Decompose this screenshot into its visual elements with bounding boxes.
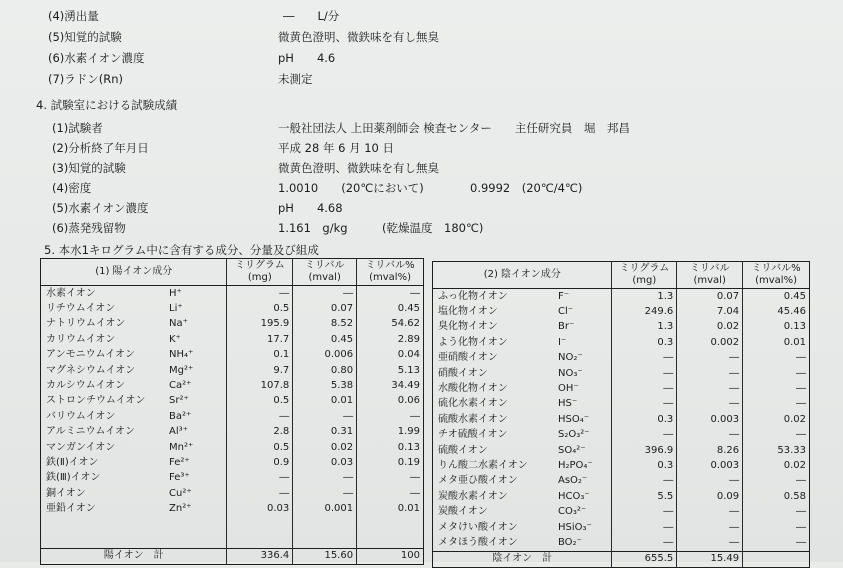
anion-pct-cell: ― (743, 535, 810, 551)
cation-mval-cell: ― (293, 286, 357, 302)
cation-ion-cell (41, 455, 227, 470)
cation-mval-cell: 0.006 (293, 348, 357, 363)
anion-ion-name: メタけい酸イオン (438, 521, 518, 533)
cation-ion-cell (41, 394, 227, 409)
anion-mg-cell: 0.3 (612, 335, 677, 350)
cation-mg-cell: 0.03 (227, 501, 293, 516)
anion-mval-cell: ― (677, 428, 743, 443)
anion-pct-cell: ― (743, 397, 810, 412)
anion-header-pct: ミリバル% (mval%) (743, 262, 810, 289)
cation-pct-cell: ― (357, 286, 424, 302)
cation-ion-symbol: NH₄⁺ (169, 349, 194, 361)
cation-ion-symbol: Fe³⁺ (169, 472, 190, 484)
anion-ion-name: メタ亜ひ酸イオン (438, 475, 518, 487)
anion-pct-cell: ― (743, 504, 810, 519)
cation-pct-cell: ― (357, 486, 424, 501)
anion-row (433, 412, 810, 427)
cation-ion-cell (41, 486, 227, 501)
sensory2-label: (3)知覚的試験 (52, 161, 126, 175)
cation-total-mg: 336.4 (227, 548, 293, 564)
cation-row (41, 409, 424, 424)
cation-ion-cell (41, 332, 227, 347)
anion-mval-cell: 8.26 (677, 443, 743, 458)
cation-table (40, 258, 424, 565)
anion-pct-cell: ― (743, 428, 810, 443)
anion-header-mg: ミリグラム (mg) (612, 262, 677, 289)
tester-label: (1)試験者 (52, 121, 103, 135)
anion-ion-symbol: NO₃⁻ (558, 367, 583, 379)
cation-ion-cell (41, 378, 227, 393)
anion-total-mg: 655.5 (612, 551, 677, 567)
cation-pct-cell: 0.13 (357, 440, 424, 455)
anion-pct-cell: ― (743, 520, 810, 535)
cation-ion-cell (41, 517, 227, 532)
ph2-value: pH 4.68 (278, 201, 343, 215)
cation-pct-cell: ― (357, 409, 424, 424)
anion-mg-cell: ― (612, 351, 677, 366)
anion-mval-cell: 0.07 (677, 289, 743, 305)
sensory-value: 微黄色澄明、微鉄味を有し無臭 (278, 30, 439, 44)
anion-pct-cell: 0.58 (743, 489, 810, 504)
cation-pct-cell: 34.49 (357, 378, 424, 393)
cation-row (41, 501, 424, 516)
cation-ion-name: 銅イオン (46, 487, 86, 499)
anion-mval-cell: ― (677, 397, 743, 412)
density-label: (4)密度 (52, 181, 92, 195)
discharge-value: ― L/分 (283, 9, 340, 23)
cation-row (41, 394, 424, 409)
cation-pct-cell: 0.01 (357, 501, 424, 516)
anion-ion-cell (433, 412, 612, 427)
cation-ion-cell (41, 440, 227, 455)
analysis-date-label: (2)分析終了年月日 (52, 141, 149, 155)
cation-ion-name: 水素イオン (46, 287, 96, 299)
cation-ion-cell (41, 471, 227, 486)
anion-ion-cell (433, 428, 612, 443)
cation-mval-cell: 8.52 (293, 317, 357, 332)
anion-row (433, 474, 810, 489)
anion-ion-cell (433, 489, 612, 504)
section5-title: 5. 本水1キログラム中に含有する成分、分量及び組成 (44, 243, 319, 257)
ph-label: (6)水素イオン濃度 (48, 51, 145, 65)
cation-ion-cell (41, 286, 227, 302)
anion-mval-cell: 0.003 (677, 458, 743, 473)
radon-value: 未測定 (278, 72, 313, 86)
residue-value: 1.161 g/kg (乾燥温度 180℃) (278, 221, 484, 235)
cation-row (41, 425, 424, 440)
anion-ion-symbol: Cl⁻ (558, 306, 574, 318)
cation-ion-name: マグネシウムイオン (46, 364, 136, 376)
cation-mg-cell: 107.8 (227, 378, 293, 393)
anion-ion-name: 塩化物イオン (438, 306, 498, 318)
cation-mg-cell: 0.5 (227, 394, 293, 409)
cation-mval-cell (293, 532, 357, 548)
cation-mg-cell: ― (227, 409, 293, 424)
cation-ion-cell (41, 425, 227, 440)
anion-ion-symbol: HSO₄⁻ (558, 413, 590, 425)
density-value: 1.0010 (20℃において) (278, 181, 424, 195)
cation-pct-cell: 2.89 (357, 332, 424, 347)
anion-header-name: (2) 陰イオン成分 (433, 262, 612, 289)
cation-pct-cell: 0.45 (357, 301, 424, 316)
anion-mval-cell: ― (677, 520, 743, 535)
anion-ion-name: りん酸二水素イオン (438, 459, 528, 471)
cation-mg-cell: 0.1 (227, 348, 293, 363)
anion-pct-cell: ― (743, 381, 810, 396)
anion-table (432, 261, 810, 568)
cation-ion-name: 亜鉛イオン (46, 503, 96, 515)
anion-pct-cell: 0.01 (743, 335, 810, 350)
anion-ion-symbol: I⁻ (558, 336, 567, 348)
cation-ion-name: リチウムイオン (46, 303, 116, 315)
anion-mg-cell: 1.3 (612, 320, 677, 335)
anion-ion-symbol: BO₂⁻ (558, 536, 582, 548)
anion-ion-name: よう化物イオン (438, 336, 508, 348)
anion-row (433, 443, 810, 458)
anion-pct-cell: 53.33 (743, 443, 810, 458)
anion-row (433, 335, 810, 350)
anion-ion-symbol: AsO₂⁻ (558, 475, 588, 487)
anion-mg-cell: 249.6 (612, 304, 677, 319)
anion-row (433, 289, 810, 305)
cation-ion-cell (41, 363, 227, 378)
cation-ion-symbol: Ca²⁺ (169, 380, 192, 392)
anion-header-mval: ミリバル (mval) (677, 262, 743, 289)
cation-ion-symbol: Al³⁺ (169, 426, 188, 438)
anion-ion-symbol: NO₂⁻ (558, 352, 583, 364)
sensory2-value: 微黄色澄明、微鉄味を有し無臭 (278, 161, 439, 175)
cation-mval-cell: 0.02 (293, 440, 357, 455)
cation-ion-name: ナトリウムイオン (46, 318, 126, 330)
anion-ion-name: 硫化水素イオン (438, 398, 508, 410)
cation-mval-cell: 0.001 (293, 501, 357, 516)
anion-row (433, 428, 810, 443)
cation-ion-symbol: Cu²⁺ (169, 487, 192, 499)
cation-mg-cell (227, 532, 293, 548)
cation-header-pct: ミリバル% (mval%) (357, 259, 424, 286)
anion-row (433, 458, 810, 473)
anion-ion-symbol: CO₃²⁻ (558, 506, 587, 518)
anion-row (433, 381, 810, 396)
anion-ion-symbol: SO₄²⁻ (558, 444, 586, 456)
cation-ion-name: 鉄(Ⅲ)イオン (46, 472, 101, 484)
cation-mval-cell: 0.80 (293, 363, 357, 378)
anion-row (433, 489, 810, 504)
anion-row (433, 520, 810, 535)
cation-header-name: (1) 陽イオン成分 (41, 259, 227, 286)
anion-mval-cell: 0.003 (677, 412, 743, 427)
anion-mg-cell: ― (612, 520, 677, 535)
cation-mval-cell: 0.01 (293, 394, 357, 409)
anion-ion-name: 亜硝酸イオン (438, 352, 498, 364)
anion-ion-cell (433, 289, 612, 305)
anion-ion-name: 炭酸水素イオン (438, 490, 508, 502)
anion-ion-cell (433, 535, 612, 551)
cation-ion-cell (41, 409, 227, 424)
ph-value: pH 4.6 (278, 51, 336, 65)
anion-total-mval: 15.49 (677, 551, 743, 567)
anion-row (433, 366, 810, 381)
cation-mg-cell: 0.5 (227, 440, 293, 455)
anion-ion-name: 硫酸イオン (438, 444, 488, 456)
cation-ion-name: カルシウムイオン (46, 380, 126, 392)
anion-mval-cell: ― (677, 504, 743, 519)
anion-ion-symbol: HS⁻ (558, 398, 578, 410)
cation-ion-symbol: Zn²⁺ (169, 503, 192, 515)
anion-ion-cell (433, 458, 612, 473)
cation-mg-cell: 9.7 (227, 363, 293, 378)
anion-pct-cell: 0.02 (743, 458, 810, 473)
cation-ion-symbol: Mg²⁺ (169, 364, 194, 376)
cation-ion-symbol: Fe²⁺ (169, 456, 190, 468)
anion-ion-cell (433, 443, 612, 458)
anion-ion-name: 水酸化物イオン (438, 383, 508, 395)
cation-total-mval: 15.60 (293, 548, 357, 564)
anion-ion-symbol: F⁻ (558, 290, 570, 302)
anion-row (433, 320, 810, 335)
cation-row (41, 332, 424, 347)
cation-ion-cell (41, 317, 227, 332)
anion-pct-cell: 0.45 (743, 289, 810, 305)
anion-mval-cell: 0.09 (677, 489, 743, 504)
anion-ion-cell (433, 351, 612, 366)
anion-ion-name: 硝酸イオン (438, 367, 488, 379)
anion-mg-cell: ― (612, 428, 677, 443)
cation-row (41, 378, 424, 393)
cation-row (41, 517, 424, 532)
anion-total-label: 陰イオン 計 (433, 551, 612, 567)
cation-pct-cell: 0.04 (357, 348, 424, 363)
anion-ion-name: 炭酸イオン (438, 506, 488, 518)
anion-ion-name: ふっ化物イオン (438, 290, 508, 302)
anion-mval-cell: 0.002 (677, 335, 743, 350)
anion-pct-cell: ― (743, 474, 810, 489)
cation-mg-cell: ― (227, 286, 293, 302)
cation-mg-cell: 195.9 (227, 317, 293, 332)
cation-pct-cell: 5.13 (357, 363, 424, 378)
anion-total-pct (743, 551, 810, 567)
anion-mg-cell: ― (612, 504, 677, 519)
cation-pct-cell: 0.06 (357, 394, 424, 409)
cation-total-pct: 100 (357, 548, 424, 564)
cation-pct-cell: 54.62 (357, 317, 424, 332)
cation-row (41, 486, 424, 501)
residue-label: (6)蒸発残留物 (52, 221, 126, 235)
radon-label: (7)ラドン(Rn) (48, 72, 124, 86)
cation-header-mg: ミリグラム (mg) (227, 259, 293, 286)
anion-ion-name: メタほう酸イオン (438, 536, 518, 548)
anion-row (433, 351, 810, 366)
anion-ion-cell (433, 397, 612, 412)
cation-mval-cell: ― (293, 486, 357, 501)
cation-pct-cell (357, 517, 424, 532)
anion-mg-cell: 0.3 (612, 458, 677, 473)
anion-row (433, 535, 810, 551)
cation-ion-cell (41, 301, 227, 316)
anion-mg-cell: ― (612, 397, 677, 412)
cation-mg-cell: 0.9 (227, 455, 293, 470)
cation-ion-symbol: H⁺ (169, 287, 182, 299)
anion-pct-cell: 45.46 (743, 304, 810, 319)
anion-pct-cell: 0.13 (743, 320, 810, 335)
anion-pct-cell: ― (743, 351, 810, 366)
anion-ion-symbol: OH⁻ (558, 383, 579, 395)
anion-ion-cell (433, 504, 612, 519)
cation-ion-name: バリウムイオン (46, 410, 116, 422)
anion-mg-cell: ― (612, 381, 677, 396)
cation-mg-cell: ― (227, 471, 293, 486)
cation-row (41, 301, 424, 316)
anion-mg-cell: 396.9 (612, 443, 677, 458)
anion-mval-cell: ― (677, 381, 743, 396)
anion-mval-cell: ― (677, 351, 743, 366)
cation-mval-cell: ― (293, 409, 357, 424)
anion-mval-cell: ― (677, 366, 743, 381)
cation-mval-cell (293, 517, 357, 532)
density-value2: 0.9992 (20℃/4℃) (470, 181, 583, 195)
anion-mval-cell: ― (677, 535, 743, 551)
anion-ion-symbol: H₂PO₄⁻ (558, 459, 593, 471)
cation-row (41, 363, 424, 378)
cation-row (41, 348, 424, 363)
anion-ion-cell (433, 474, 612, 489)
cation-ion-name: アルミニウムイオン (46, 426, 135, 438)
sensory-label: (5)知覚的試験 (48, 30, 122, 44)
anion-ion-name: チオ硫酸イオン (438, 429, 508, 441)
cation-row (41, 317, 424, 332)
cation-ion-name: ストロンチウムイオン (46, 395, 146, 407)
ph2-label: (5)水素イオン濃度 (52, 201, 149, 215)
anion-total-row (433, 551, 810, 567)
anion-ion-symbol: Br⁻ (558, 321, 575, 333)
cation-mval-cell: ― (293, 471, 357, 486)
cation-ion-name: マンガンイオン (46, 441, 116, 453)
cation-mval-cell: 0.45 (293, 332, 357, 347)
cation-row (41, 286, 424, 302)
analysis-date-value: 平成 28 年 6 月 10 日 (278, 141, 395, 155)
cation-ion-symbol: Ba²⁺ (169, 410, 192, 422)
discharge-label: (4)湧出量 (48, 9, 99, 23)
cation-mg-cell: ― (227, 486, 293, 501)
anion-ion-symbol: S₂O₃²⁻ (558, 429, 590, 441)
cation-mg-cell: 17.7 (227, 332, 293, 347)
anion-pct-cell: ― (743, 366, 810, 381)
cation-ion-symbol: Mn²⁺ (169, 441, 194, 453)
anion-mg-cell: 1.3 (612, 289, 677, 305)
anion-ion-cell (433, 304, 612, 319)
cation-ion-name: アンモニウムイオン (46, 349, 135, 361)
anion-mg-cell: ― (612, 535, 677, 551)
anion-ion-symbol: HCO₃⁻ (558, 490, 590, 502)
cation-ion-symbol: Na⁺ (169, 318, 188, 330)
cation-total-label: 陽イオン 計 (41, 548, 227, 564)
section4-title: 4. 試験室における試験成績 (36, 98, 178, 112)
cation-ion-symbol: Li⁺ (169, 303, 183, 315)
cation-ion-name: カリウムイオン (46, 333, 116, 345)
cation-pct-cell: 0.19 (357, 455, 424, 470)
cation-header-mval: ミリバル (mval) (293, 259, 357, 286)
anion-ion-cell (433, 335, 612, 350)
anion-mg-cell: 0.3 (612, 412, 677, 427)
anion-mval-cell: 7.04 (677, 304, 743, 319)
cation-ion-symbol: Sr²⁺ (169, 395, 189, 407)
anion-ion-symbol: HSiO₃⁻ (558, 521, 592, 533)
anion-ion-name: 臭化物イオン (438, 321, 498, 333)
cation-row (41, 455, 424, 470)
cation-mval-cell: 0.31 (293, 425, 357, 440)
anion-row (433, 504, 810, 519)
cation-row (41, 440, 424, 455)
anion-ion-cell (433, 381, 612, 396)
anion-mval-cell: ― (677, 474, 743, 489)
cation-mval-cell: 0.03 (293, 455, 357, 470)
cation-row (41, 471, 424, 486)
anion-mg-cell: ― (612, 366, 677, 381)
cation-ion-name: 鉄(Ⅱ)イオン (46, 456, 99, 468)
anion-ion-cell (433, 366, 612, 381)
cation-pct-cell (357, 532, 424, 548)
cation-mg-cell (227, 517, 293, 532)
anion-row (433, 397, 810, 412)
cation-mval-cell: 5.38 (293, 378, 357, 393)
anion-mg-cell: ― (612, 474, 677, 489)
tester-value: 一般社団法人 上田薬剤師会 検査センター 主任研究員 堀 邦昌 (278, 121, 630, 135)
cation-mg-cell: 0.5 (227, 301, 293, 316)
cation-ion-cell (41, 348, 227, 363)
cation-mg-cell: 2.8 (227, 425, 293, 440)
cation-total-row (41, 548, 424, 564)
cation-mval-cell: 0.07 (293, 301, 357, 316)
anion-row (433, 304, 810, 319)
cation-ion-cell (41, 501, 227, 516)
anion-mval-cell: 0.02 (677, 320, 743, 335)
anion-mg-cell: 5.5 (612, 489, 677, 504)
cation-row (41, 532, 424, 548)
cation-pct-cell: ― (357, 471, 424, 486)
anion-ion-name: 硫酸水素イオン (438, 413, 508, 425)
cation-ion-cell (41, 532, 227, 548)
anion-ion-cell (433, 520, 612, 535)
cation-pct-cell: 1.99 (357, 425, 424, 440)
anion-pct-cell: 0.02 (743, 412, 810, 427)
cation-ion-symbol: K⁺ (169, 333, 181, 345)
anion-ion-cell (433, 320, 612, 335)
